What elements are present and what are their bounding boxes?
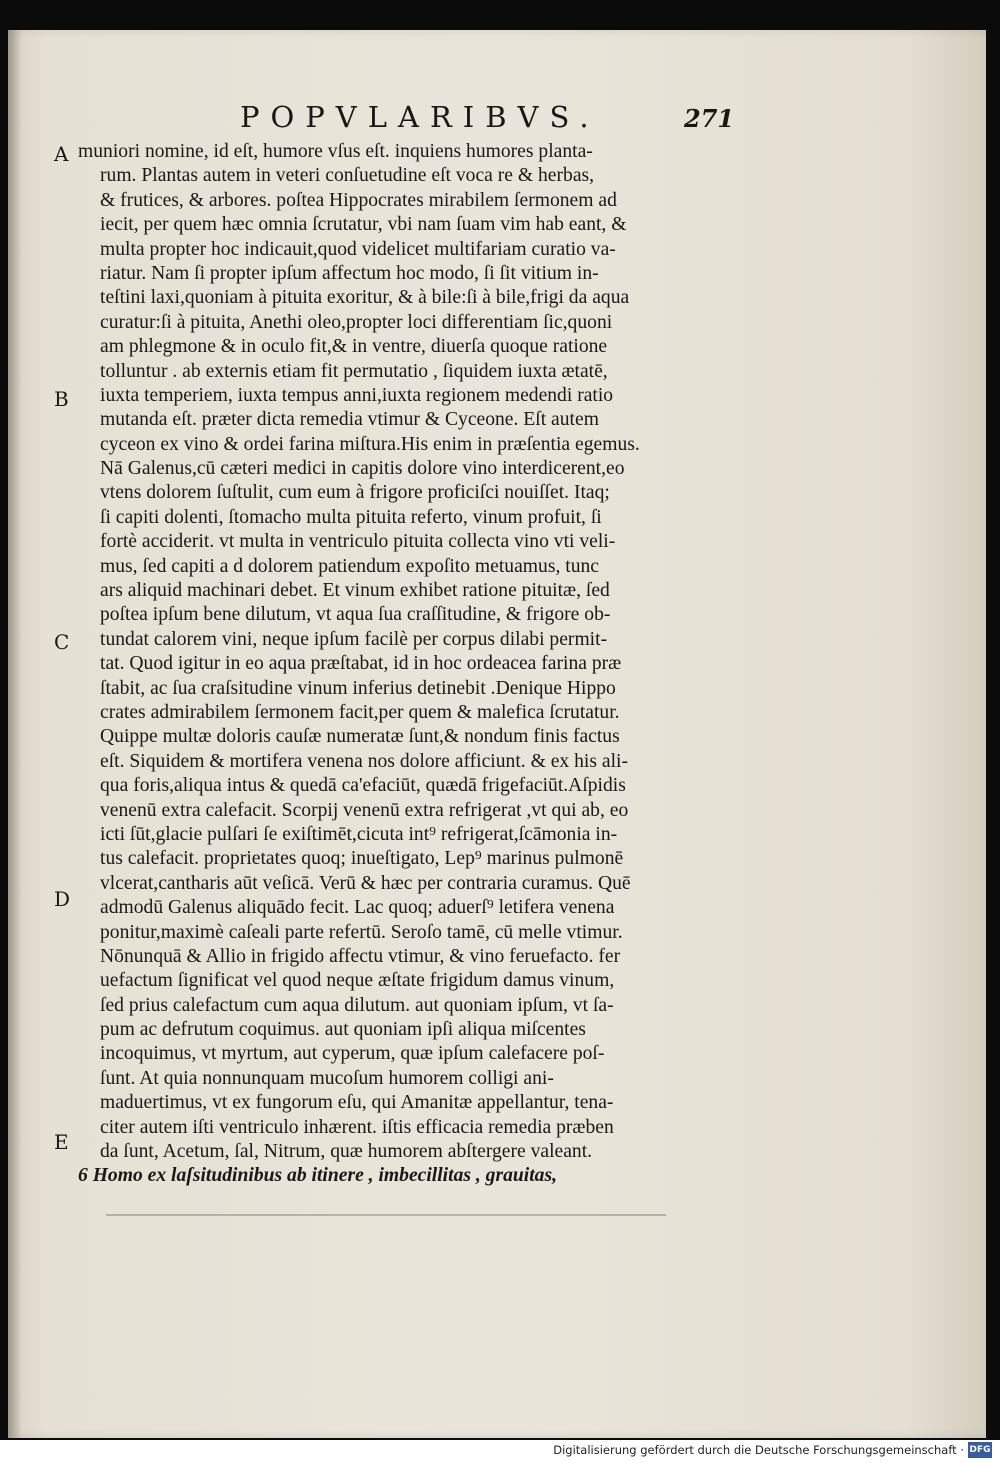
text-line: pum ac defrutum coquimus. aut quoniam ipſi aliqua miſcentes xyxy=(100,1019,586,1041)
text-line: uefactum ſignificat vel quod neque æſtate frigidum damus vinum, xyxy=(100,970,615,992)
text-line: multa propter hoc indicauit,quod videlicet multifariam curatio va- xyxy=(100,238,616,260)
running-head: POPVLARIBVS. xyxy=(240,100,600,134)
margin-letter-d: D xyxy=(54,887,71,911)
text-line: riatur. Nam ſi propter ipſum affectum hoc modo, ſi ſit vitium in- xyxy=(100,262,599,284)
text-line: eſt. Siquidem & mortifera venena nos dolore afficiunt. & ex his ali- xyxy=(100,750,628,772)
text-line: tat. Quod igitur in eo aqua præſtabat, id in hoc ordeacea farina præ xyxy=(100,653,622,675)
text-line: poſtea ipſum bene dilutum, vt aqua ſua craſſitudine, & frigore ob- xyxy=(100,604,611,626)
dfg-logo-icon: DFG xyxy=(968,1442,992,1458)
text-line: Nōnunquā & Allio in frigido affectu vtimur, & vino feruefacto. fer xyxy=(100,945,621,967)
margin-letter-e: E xyxy=(54,1130,69,1154)
text-line: tundat calorem vini, neque ipſum facilè per corpus dilabi permit- xyxy=(100,628,608,650)
text-line: admodū Galenus aliquādo fecit. Lac quoq; aduerſ⁹ letifera venena xyxy=(100,897,615,919)
text-line: iecit, per quem hæc omnia ſcrutatur, vbi nam ſuam vim hab eant, & xyxy=(100,214,627,236)
text-line: vtens dolorem ſuſtulit, cum eum à frigore proficiſci nouiſſet. Itaq; xyxy=(100,482,610,504)
ink-bleed-rule xyxy=(106,1214,666,1216)
text-line: citer autem iſti ventriculo inhærent. iſtis efficacia remedia præben xyxy=(100,1116,614,1138)
text-line: cyceon ex vino & ordei farina miſtura.His enim in præſentia egemus. xyxy=(100,433,640,455)
page-gutter-shadow xyxy=(8,30,22,1438)
margin-letter-c: C xyxy=(54,630,70,654)
text-line: venenū extra calefacit. Scorpij venenū extra refrigerat ,vt qui ab, eo xyxy=(100,799,629,821)
text-line: iuxta temperiem, iuxta tempus anni,iuxta regionem medendi ratio xyxy=(100,384,614,406)
text-line: vlcerat,cantharis aūt veſicā. Verū & hæc per contraria curamus. Quē xyxy=(100,872,631,894)
text-line: icti ſūt,glacie pulſari ſe exiſtimēt,cicuta int⁹ refrigerat,ſcāmonia in- xyxy=(100,823,618,845)
text-line: Nā Galenus,cū cæteri medici in capitis dolore vino interdicerent,eo xyxy=(100,458,625,480)
text-line: Quippe multæ doloris cauſæ numeratæ ſunt,& nondum finis factus xyxy=(100,726,620,748)
page-number: 271 xyxy=(684,104,735,133)
text-line: tus calefacit. proprietates quoq; inueſtigato, Lep⁹ marinus pulmonē xyxy=(100,848,624,870)
text-line: ſed prius calefactum cum aqua dilutum. aut quoniam ipſum, vt ſa- xyxy=(100,994,614,1016)
text-line: ſunt. At quia nonnunquam mucoſum humorem colligi ani- xyxy=(100,1067,554,1089)
text-line: ars aliquid machinari debet. Et vinum exhibet ratione pituitæ, ſed xyxy=(100,580,610,602)
catchline: 6 Homo ex laſsitudinibus ab itinere , imbecillitas , grauitas, xyxy=(78,1165,558,1187)
text-line: teſtini laxi,quoniam à pituita exoritur, & à bile:ſi à bile,frigi da aqua xyxy=(100,287,630,309)
text-line: mus, ſed capiti a d dolorem patiendum expoſito metuamus, tunc xyxy=(100,555,599,577)
text-line: ſtabit, ac ſua craſsitudine vinum inferius detinebit .Denique Hippo xyxy=(100,677,616,699)
margin-letter-a: A xyxy=(54,142,69,166)
text-line: crates admirabilem ſermonem facit,per quem & malefica ſcrutatur. xyxy=(100,701,620,723)
text-line: rum. Plantas autem in veteri conſuetudine eſt voca re & herbas, xyxy=(100,165,595,187)
text-line: muniori nomine, id eſt, humore vſus eſt. inquiens humores planta- xyxy=(78,141,593,162)
text-line: & frutices, & arbores. poſtea Hippocrates mirabilem ſermonem ad xyxy=(100,189,617,211)
text-line: da ſunt, Acetum, ſal, Nitrum, quæ humorem abſtergere valeant. xyxy=(100,1141,593,1163)
margin-letter-b: B xyxy=(54,387,69,411)
text-line: am phlegmone & in oculo fit,& in ventre, diuerſa quoque ratione xyxy=(100,336,608,358)
body-text xyxy=(78,140,706,1189)
footer-bar xyxy=(0,1440,1000,1463)
text-line: tolluntur . ab externis etiam fit permutatio , ſiquidem iuxta ætatē, xyxy=(100,360,608,382)
text-line: ponitur,maximè caſeali parte refertū. Seroſo tamē, cū melle vtimur. xyxy=(100,921,623,943)
text-line: mutanda eſt. præter dicta remedia vtimur & Cyceone. Eſt autem xyxy=(100,409,599,431)
text-line: ſi capiti dolenti, ſtomacho multa pituita referto, vinum profuit, ſi xyxy=(100,506,602,528)
text-line: curatur:ſi à pituita, Anethi oleo,propter loci differentiam ſic,quoni xyxy=(100,311,613,333)
text-line: incoquimus, vt myrtum, aut cyperum, quæ ipſum calefacere poſ- xyxy=(100,1043,605,1065)
text-line: fortè acciderit. vt multa in ventriculo pituita collecta vino vti veli- xyxy=(100,531,616,553)
text-line: qua foris,aliqua intus & quedā ca'efaciūt, quædā frigefaciūt.Aſpidis xyxy=(100,775,626,797)
text-line: maduertimus, vt ex fungorum eſu, qui Amanitæ appellantur, tena- xyxy=(100,1092,614,1114)
footer-credit: Digitalisierung gefördert durch die Deutsche Forschungsgemeinschaft · xyxy=(553,1443,964,1457)
